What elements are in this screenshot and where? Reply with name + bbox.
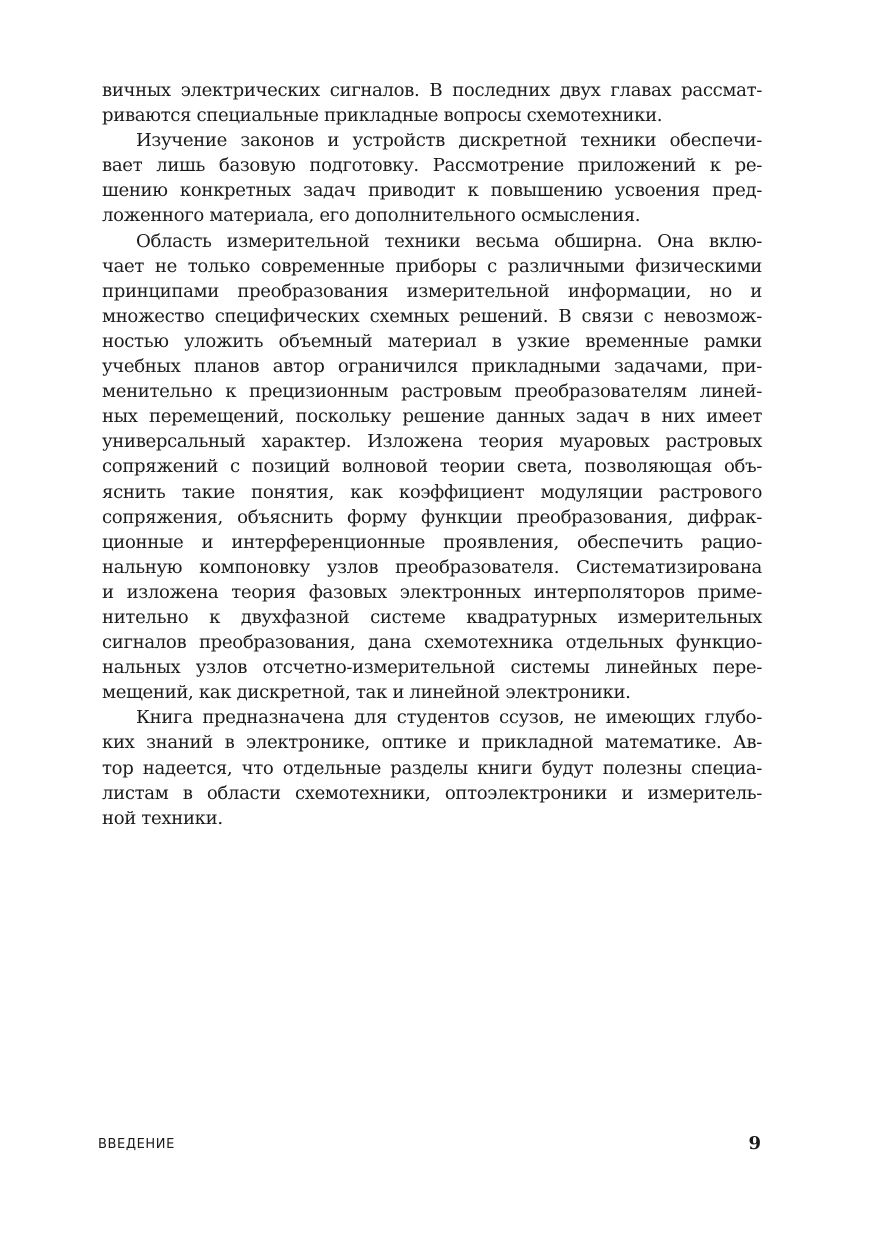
text-line: листам в области схемотехники, оптоэлектроники и измеритель- — [102, 782, 762, 804]
text-line: шению конкретных задач приводит к повышению усвоения пред- — [102, 180, 762, 202]
text-line: Область измерительной техники весьма обширна. Она вклю- — [136, 230, 762, 252]
text-line: тор надеется, что отдельные разделы книги будут полезны специа- — [102, 757, 762, 779]
paragraph — [102, 705, 762, 830]
text-line: мещений, как дискретной, так и линейной электроники. — [102, 682, 631, 704]
text-line: ционные и интерференционные проявления, обеспечить рацио- — [102, 531, 762, 553]
text-line: универсальный характер. Изложена теория муаровых растровых — [102, 431, 762, 453]
text-line: вичных электрических сигналов. В последних двух главах рассмат- — [102, 80, 762, 101]
paragraph — [102, 78, 762, 128]
text-line: вает лишь базовую подготовку. Рассмотрение приложений к ре- — [102, 155, 762, 177]
page-number: 9 — [748, 1133, 761, 1154]
text-line: принципами преобразования измерительной информации, но и — [102, 280, 762, 302]
text-line: сигналов преобразования, дана схемотехника отдельных функцио- — [102, 632, 762, 654]
page-body — [102, 78, 762, 831]
paragraph — [102, 128, 762, 228]
text-line: ностью уложить объемный материал в узкие временные рамки — [102, 330, 762, 352]
text-line: менительно к прецизионным растровым преобразователям линей- — [102, 381, 762, 403]
text-line: нальную компоновку узлов преобразователя. Систематизирована — [102, 556, 762, 578]
text-line: сопряжения, объяснить форму функции преобразования, дифрак- — [102, 506, 762, 528]
text-line: яснить такие понятия, как коэффициент модуляции растрового — [102, 481, 762, 503]
text-line: сопряжений с позиций волновой теории света, позволяющая объ- — [102, 456, 762, 478]
text-line: и изложена теория фазовых электронных интерполяторов приме- — [102, 581, 762, 603]
text-line: риваются специальные прикладные вопросы схемотехники. — [102, 105, 663, 127]
text-line: Книга предназначена для студентов ссузов, не имеющих глубо- — [136, 707, 762, 729]
text-line: учебных планов автор ограничился прикладными задачами, при- — [102, 356, 762, 378]
paragraph — [102, 229, 762, 706]
text-line: ложенного материала, его дополнительного осмысления. — [102, 205, 641, 227]
page-footer — [98, 1133, 761, 1157]
text-line: нальных узлов отсчетно-измерительной системы линейных пере- — [102, 657, 762, 679]
text-line: Изучение законов и устройств дискретной техники обеспечи- — [136, 130, 762, 152]
text-line: множество специфических схемных решений. В связи с невозмож- — [102, 305, 762, 327]
text-line: ных перемещений, поскольку решение данных задач в них имеет — [102, 406, 762, 428]
text-line: нительно к двухфазной системе квадратурных измерительных — [102, 606, 762, 628]
text-line: ких знаний в электронике, оптике и прикладной математике. Ав- — [102, 732, 762, 754]
running-head: ВВЕДЕНИЕ — [98, 1137, 175, 1152]
text-line: ной техники. — [102, 807, 223, 829]
text-line: чает не только современные приборы с различными физическими — [102, 255, 762, 277]
